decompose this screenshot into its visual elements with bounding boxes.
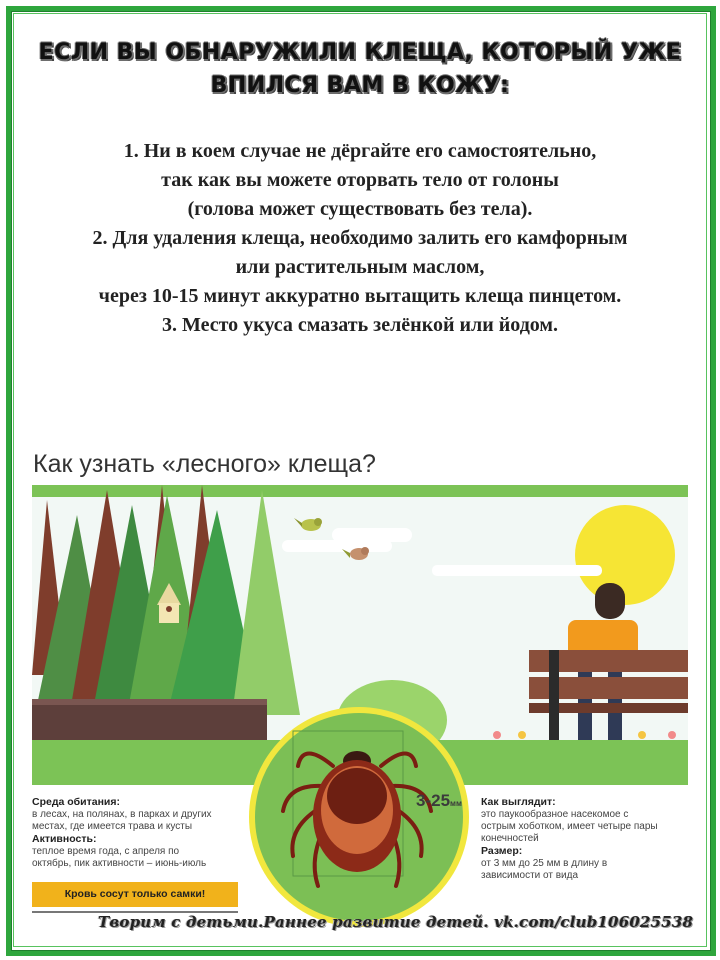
rule-line-5: или растительным маслом, (235, 256, 485, 278)
flower-icon (638, 731, 646, 739)
flower-icon (668, 731, 676, 739)
flower-icon (518, 731, 526, 739)
rule-line-2: так как вы можете оторвать тело от голоны (161, 169, 559, 191)
headline-line-1: ЕСЛИ ВЫ ОБНАРУЖИЛИ КЛЕЩА, КОТОРЫЙ УЖЕ (38, 40, 682, 65)
rule-line-3: (голова может существовать без тела). (187, 198, 533, 220)
activity-heading: Активность: (32, 833, 97, 845)
size-heading: Размер: (481, 845, 523, 857)
activity-line-2: октябрь, пик активности – июнь-июль (32, 858, 207, 869)
rule-line-7: 3. Место укуса смазать зелёнкой или йодом. (161, 314, 559, 336)
sun (575, 505, 675, 605)
top-band (32, 485, 688, 497)
size-label (416, 791, 462, 811)
footer-credit: Творим с детьми.Раннее развитие детей. vk.com/club106025538 (98, 913, 694, 931)
looks-line-3: конечностей (481, 833, 539, 844)
rule-line-1: 1. Ни в коем случае не дёргайте его самостоятельно, (123, 140, 597, 162)
looks-heading: Как выглядит: (481, 796, 556, 808)
females-only-badge: Кровь сосут только самки! (32, 882, 238, 907)
size-unit: мм (450, 799, 462, 808)
looks-line-2: острым хоботком, имеет четыре пары (481, 821, 658, 832)
activity-line-1: теплое время года, с апреля по (32, 846, 180, 857)
tick-illustration (248, 706, 470, 928)
size-line-1: от 3 мм до 25 мм в длину в (481, 858, 608, 869)
fence (32, 703, 267, 743)
rule-line-4: 2. Для удаления клеща, необходимо залить его камфорным (92, 227, 628, 249)
habitat-info (32, 796, 242, 870)
habitat-heading: Среда обитания: (32, 796, 121, 808)
cloud-2 (332, 528, 412, 542)
appearance-info (481, 796, 691, 882)
flower-icon (493, 731, 501, 739)
size-line-2: зависимости от вида (481, 870, 579, 881)
infographic-title: Как узнать «лесного» клеща? (33, 450, 376, 478)
rule-line-6: через 10-15 минут аккуратно вытащить клеща пинцетом. (98, 285, 622, 307)
looks-line-1: это паукообразное насекомое с (481, 809, 629, 820)
cloud-3 (432, 565, 602, 576)
habitat-line-2: местах, где имеется трава и кусты (32, 821, 193, 832)
headline-line-2: ВПИЛСЯ ВАМ В КОЖУ: (210, 73, 510, 98)
size-value: 3-25 (416, 791, 451, 810)
habitat-line-1: в лесах, на полянах, в парках и других (32, 809, 212, 820)
